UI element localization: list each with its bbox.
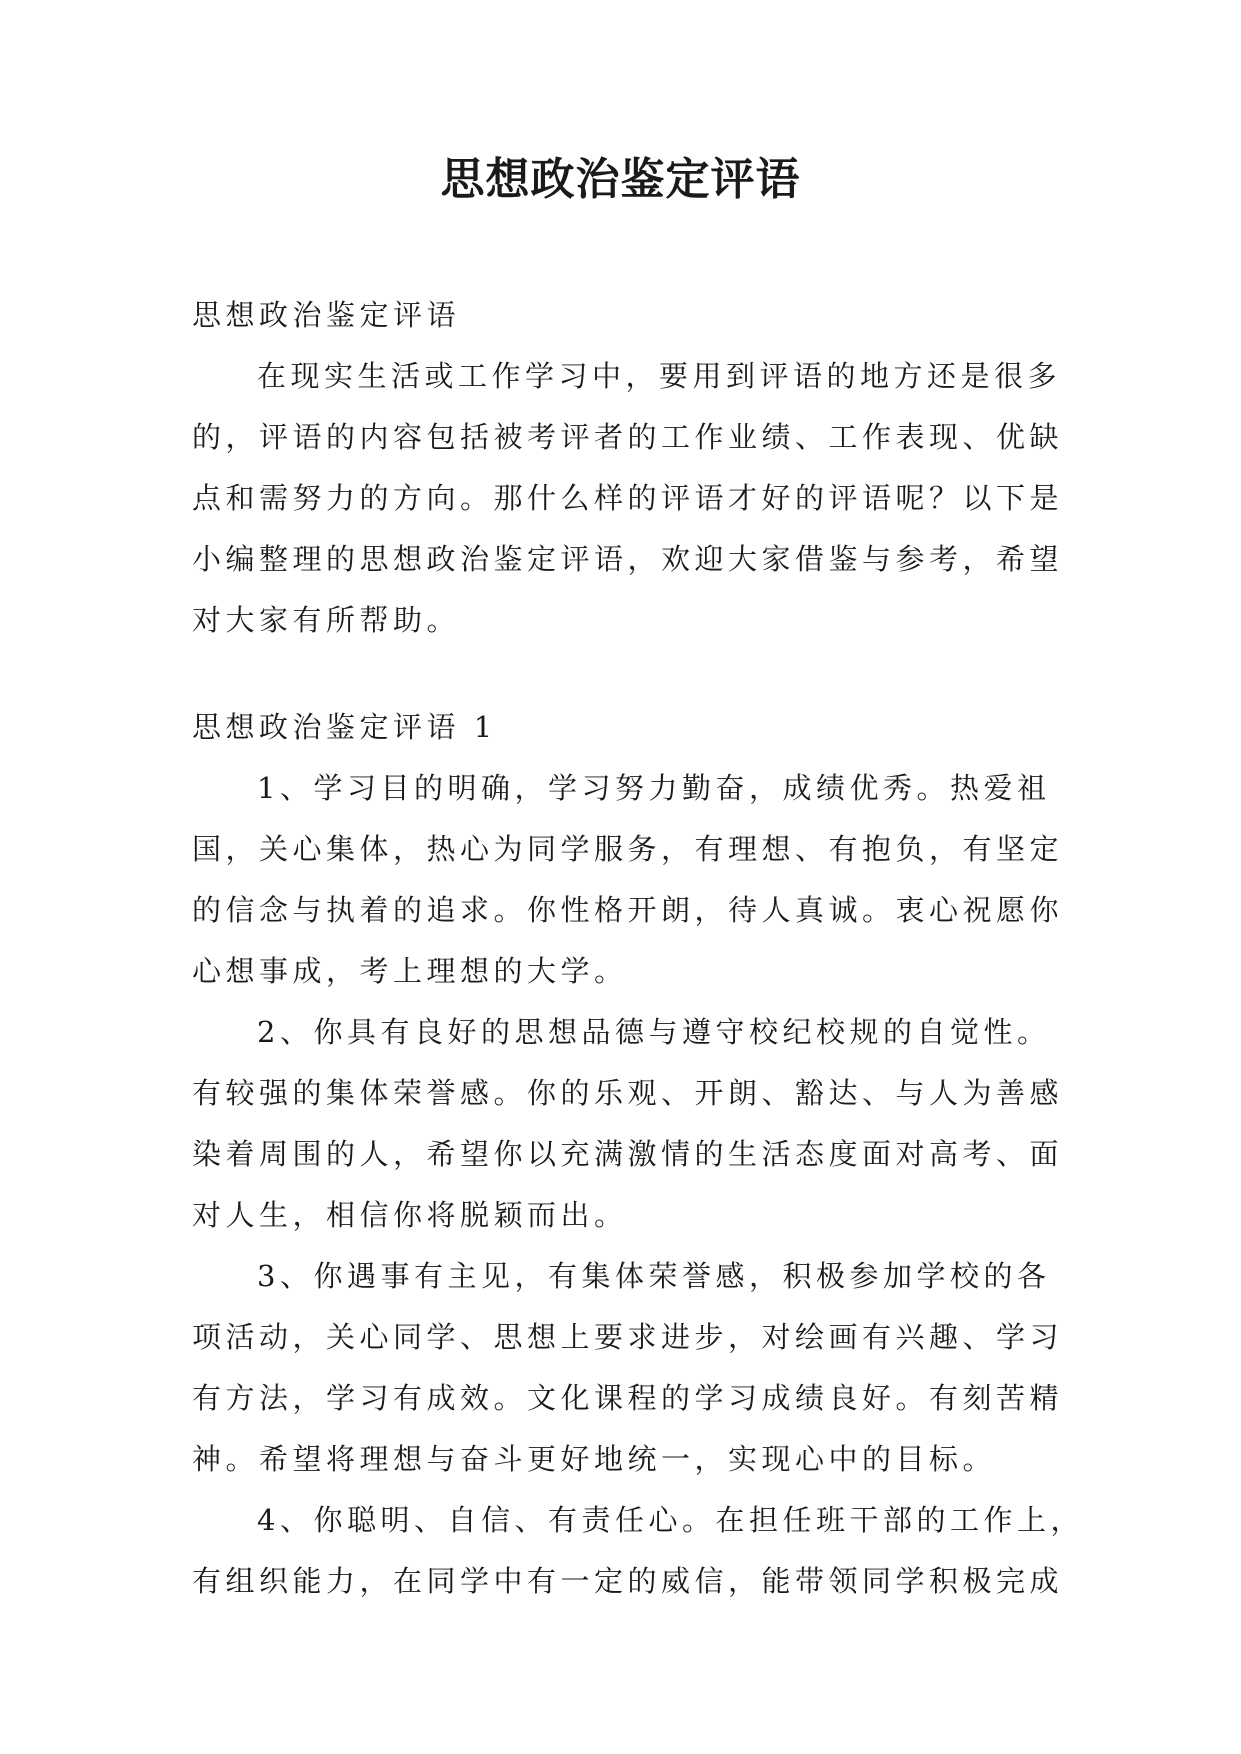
document-title: 思想政治鉴定评语 xyxy=(440,154,801,205)
paragraph xyxy=(192,758,1064,1002)
text-line: 神。希望将理想与奋斗更好地统一，实现心中的目标。 xyxy=(192,1442,997,1476)
paragraph xyxy=(192,1002,1064,1246)
text-line: 对大家有所帮助。 xyxy=(192,603,461,637)
text-line: 心想事成，考上理想的大学。 xyxy=(192,954,628,988)
text-line: 小编整理的思想政治鉴定评语，欢迎大家借鉴与参考，希望 xyxy=(192,542,1064,576)
text-line: 4、你聪明、自信、有责任心。在担任班干部的工作上， xyxy=(257,1503,1084,1537)
text-line: 有方法，学习有成效。文化课程的学习成绩良好。有刻苦精 xyxy=(192,1381,1064,1415)
text-line: 的信念与执着的追求。你性格开朗，待人真诚。衷心祝愿你 xyxy=(192,893,1064,927)
paragraph xyxy=(192,346,1064,651)
text-line: 国，关心集体，热心为同学服务，有理想、有抱负，有坚定 xyxy=(192,832,1064,866)
section-heading: 思想政治鉴定评语 1 xyxy=(192,710,497,744)
section-heading: 思想政治鉴定评语 xyxy=(192,298,461,332)
document-body xyxy=(192,285,1084,1612)
paragraph xyxy=(192,1246,1064,1490)
text-line: 在现实生活或工作学习中，要用到评语的地方还是很多 xyxy=(257,359,1062,393)
text-line: 3、你遇事有主见，有集体荣誉感，积极参加学校的各 xyxy=(257,1259,1051,1293)
text-line: 染着周围的人，希望你以充满激情的生活态度面对高考、面 xyxy=(192,1137,1064,1171)
text-line: 的，评语的内容包括被考评者的工作业绩、工作表现、优缺 xyxy=(192,420,1064,454)
text-line: 有组织能力，在同学中有一定的威信，能带领同学积极完成 xyxy=(192,1564,1064,1598)
section-1 xyxy=(192,697,1084,1612)
text-line: 有较强的集体荣誉感。你的乐观、开朗、豁达、与人为善感 xyxy=(192,1076,1064,1110)
section-intro xyxy=(192,285,1064,651)
text-line: 对人生，相信你将脱颖而出。 xyxy=(192,1198,628,1232)
text-line: 点和需努力的方向。那什么样的评语才好的评语呢？以下是 xyxy=(192,481,1064,515)
section-spacer xyxy=(192,651,1052,697)
paragraph xyxy=(192,1490,1084,1612)
text-line: 1、学习目的明确，学习努力勤奋，成绩优秀。热爱祖 xyxy=(257,771,1051,805)
text-line: 项活动，关心同学、思想上要求进步，对绘画有兴趣、学习 xyxy=(192,1320,1064,1354)
text-line: 2、你具有良好的思想品德与遵守校纪校规的自觉性。 xyxy=(257,1015,1051,1049)
